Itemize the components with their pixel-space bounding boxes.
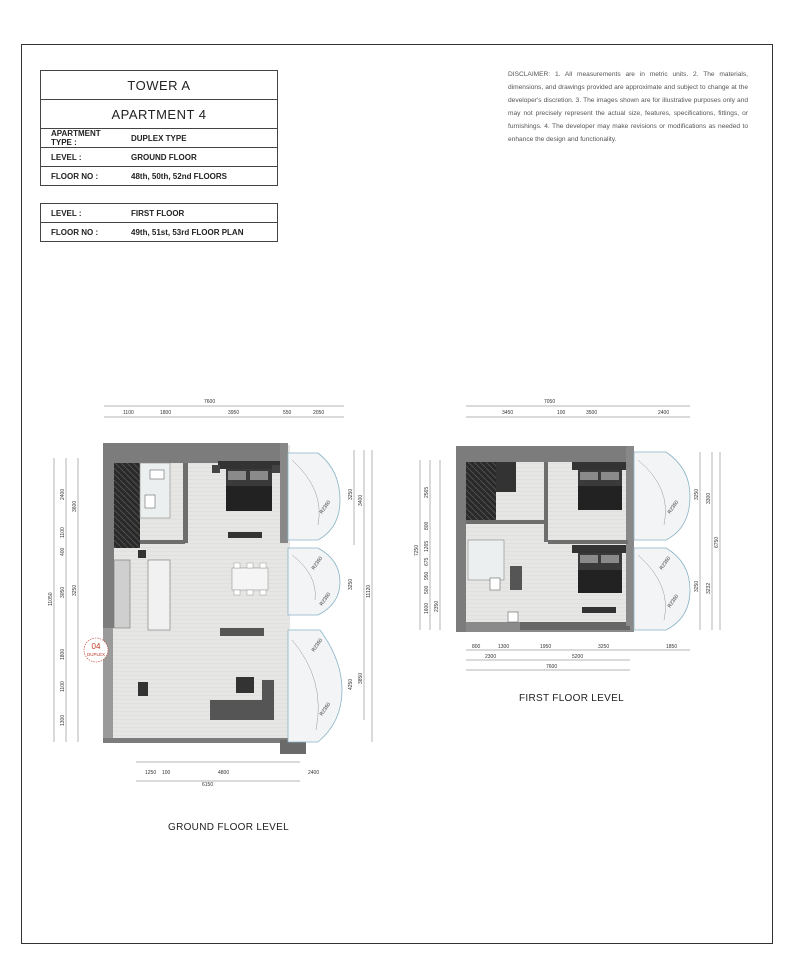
wall bbox=[456, 446, 466, 632]
dimension-label: 3250 bbox=[694, 488, 700, 500]
radius-label: R2350 bbox=[666, 593, 681, 610]
first-floor-plan bbox=[414, 399, 720, 670]
dimension-label: 2400 bbox=[658, 410, 670, 416]
dimension-label: 3400 bbox=[358, 494, 364, 506]
dimension-label: 1100 bbox=[123, 410, 134, 416]
wall bbox=[140, 540, 185, 544]
headboard bbox=[572, 545, 626, 553]
nightstand bbox=[272, 465, 280, 473]
dimension-label: 1950 bbox=[540, 644, 552, 650]
wall bbox=[544, 462, 548, 542]
dimension-label: 2300 bbox=[485, 654, 497, 660]
kitchen-counter bbox=[114, 560, 130, 628]
dimension-label: 3250 bbox=[348, 578, 354, 590]
wall bbox=[103, 443, 114, 628]
dimension-label: 6750 bbox=[714, 536, 720, 548]
info-row: LEVEL : FIRST FLOOR bbox=[41, 204, 277, 223]
duvet bbox=[578, 570, 622, 593]
disclaimer-text: DISCLAIMER: 1. All measurements are in metric units. 2. The materials, dimensions, and drawings provided are approximate and subject to change at the developer's discretion. 3. The images shown are for illustrative purposes only and may not precisely represent the actual size, features, specifications, fittings, or furnishings. 4. The developer may make revisions or modifications as needed to enhance the design and functionality. bbox=[508, 71, 748, 143]
badge-number: 04 bbox=[91, 642, 101, 651]
wall bbox=[183, 463, 188, 543]
badge-text: DUPLEX bbox=[86, 652, 106, 657]
dimension-label: 1300 bbox=[60, 714, 66, 726]
dimension-label: 7600 bbox=[546, 664, 558, 670]
duvet bbox=[578, 486, 622, 510]
bathroom bbox=[468, 540, 504, 580]
pillow-icon bbox=[228, 471, 246, 480]
radius-label: R2350 bbox=[318, 701, 333, 718]
pillow-icon bbox=[601, 555, 619, 563]
dimension-label: 2565 bbox=[424, 486, 430, 498]
ground-floor-plan bbox=[48, 399, 372, 788]
ground-floor-label: GROUND FLOOR LEVEL bbox=[168, 822, 289, 833]
dimension-label: 7600 bbox=[204, 399, 216, 405]
dimension-label: 500 bbox=[424, 585, 430, 594]
dimension-label: 6150 bbox=[202, 782, 214, 788]
toilet-icon bbox=[508, 612, 518, 622]
dimension-label: 1600 bbox=[424, 602, 430, 614]
radius-label: R2350 bbox=[310, 555, 325, 572]
dimension-label: 3600 bbox=[72, 500, 78, 512]
dimension-label: 675 bbox=[424, 557, 430, 566]
cabinet bbox=[510, 566, 522, 590]
dimension-label: 2400 bbox=[60, 488, 66, 500]
dimension-label: 2050 bbox=[313, 410, 325, 416]
pillow-icon bbox=[580, 555, 598, 563]
radius-label: R2350 bbox=[318, 499, 333, 516]
dimension-label: 3300 bbox=[706, 492, 712, 504]
info-row: APARTMENT TYPE : DUPLEX TYPE bbox=[41, 129, 277, 148]
wardrobe bbox=[582, 607, 616, 613]
radius-label: R2350 bbox=[658, 555, 673, 572]
dimension-label: 11050 bbox=[48, 592, 54, 606]
dimension-label: 1100 bbox=[60, 681, 66, 692]
headboard bbox=[218, 461, 280, 469]
dimension-label: 3250 bbox=[694, 580, 700, 592]
toilet-icon bbox=[490, 578, 500, 590]
dimension-label: 11120 bbox=[366, 584, 372, 598]
dimension-label: 3500 bbox=[586, 410, 598, 416]
wall bbox=[456, 446, 634, 462]
dimension-label: 3050 bbox=[60, 586, 66, 598]
radius-label: R2350 bbox=[666, 499, 681, 516]
dimension-label: 1850 bbox=[666, 644, 678, 650]
dimension-label: 1265 bbox=[424, 540, 430, 552]
tower-title: TOWER A bbox=[41, 71, 277, 100]
sofa bbox=[262, 680, 274, 720]
appliance bbox=[138, 550, 146, 558]
wall bbox=[626, 446, 634, 626]
tv-unit bbox=[220, 628, 264, 636]
radius-label: R2350 bbox=[318, 591, 333, 608]
dimension-label: 800 bbox=[472, 644, 481, 650]
wall bbox=[520, 622, 630, 630]
dimension-label: 7050 bbox=[544, 399, 556, 405]
headboard bbox=[572, 462, 626, 470]
dimension-label: 4800 bbox=[218, 770, 230, 776]
dimension-label: 3450 bbox=[502, 410, 514, 416]
info-row: FLOOR NO : 49th, 51st, 53rd FLOOR PLAN bbox=[51, 228, 244, 237]
pillow-icon bbox=[601, 472, 619, 480]
dimension-label: 3250 bbox=[598, 644, 610, 650]
dimension-label: 1250 bbox=[145, 770, 157, 776]
dimension-label: 1100 bbox=[60, 527, 66, 538]
wall bbox=[548, 540, 628, 544]
balcony-curved bbox=[634, 452, 690, 630]
dimension-label: 3950 bbox=[228, 410, 240, 416]
info-row: LEVEL : GROUND FLOOR bbox=[41, 148, 277, 167]
toilet-icon bbox=[145, 495, 155, 508]
dimension-label: 2400 bbox=[308, 770, 320, 776]
wardrobe bbox=[228, 532, 262, 538]
info-row: FLOOR NO : 48th, 50th, 52nd FLOORS bbox=[51, 172, 228, 181]
sink-icon bbox=[150, 470, 164, 479]
dimension-label: 2350 bbox=[434, 600, 440, 612]
dimension-label: 3232 bbox=[706, 582, 712, 594]
wall bbox=[466, 520, 546, 524]
wall bbox=[103, 738, 288, 743]
radius-label: R2350 bbox=[310, 637, 325, 654]
chair bbox=[138, 682, 148, 696]
dimension-label: 7250 bbox=[414, 544, 420, 556]
dimension-label: 3250 bbox=[72, 584, 78, 596]
wall bbox=[103, 443, 288, 463]
closet bbox=[496, 462, 516, 492]
duvet bbox=[226, 486, 272, 511]
dimension-label: 950 bbox=[424, 571, 430, 580]
nightstand bbox=[212, 465, 220, 473]
coffee-table bbox=[236, 677, 254, 693]
dimension-label: 1800 bbox=[160, 410, 172, 416]
wall bbox=[280, 443, 288, 543]
pillow-icon bbox=[580, 472, 598, 480]
first-floor-label: FIRST FLOOR LEVEL bbox=[519, 693, 624, 704]
dimension-label: 100 bbox=[557, 410, 566, 416]
dimension-label: 1300 bbox=[498, 644, 510, 650]
staircase bbox=[466, 462, 496, 520]
dimension-label: 800 bbox=[424, 521, 430, 530]
dimension-label: 4250 bbox=[348, 678, 354, 690]
dimension-label: 550 bbox=[283, 410, 292, 416]
dimension-label: 3250 bbox=[348, 488, 354, 500]
dining-table bbox=[232, 568, 268, 590]
dimension-label: 5200 bbox=[572, 654, 584, 660]
pillow-icon bbox=[250, 471, 268, 480]
apartment-title: APARTMENT 4 bbox=[41, 100, 277, 129]
staircase bbox=[114, 463, 140, 548]
dimension-label: 400 bbox=[60, 547, 66, 556]
kitchen-island bbox=[148, 560, 170, 630]
dimension-label: 3850 bbox=[358, 672, 364, 684]
dimension-label: 1800 bbox=[60, 648, 66, 660]
dimension-label: 100 bbox=[162, 770, 171, 776]
